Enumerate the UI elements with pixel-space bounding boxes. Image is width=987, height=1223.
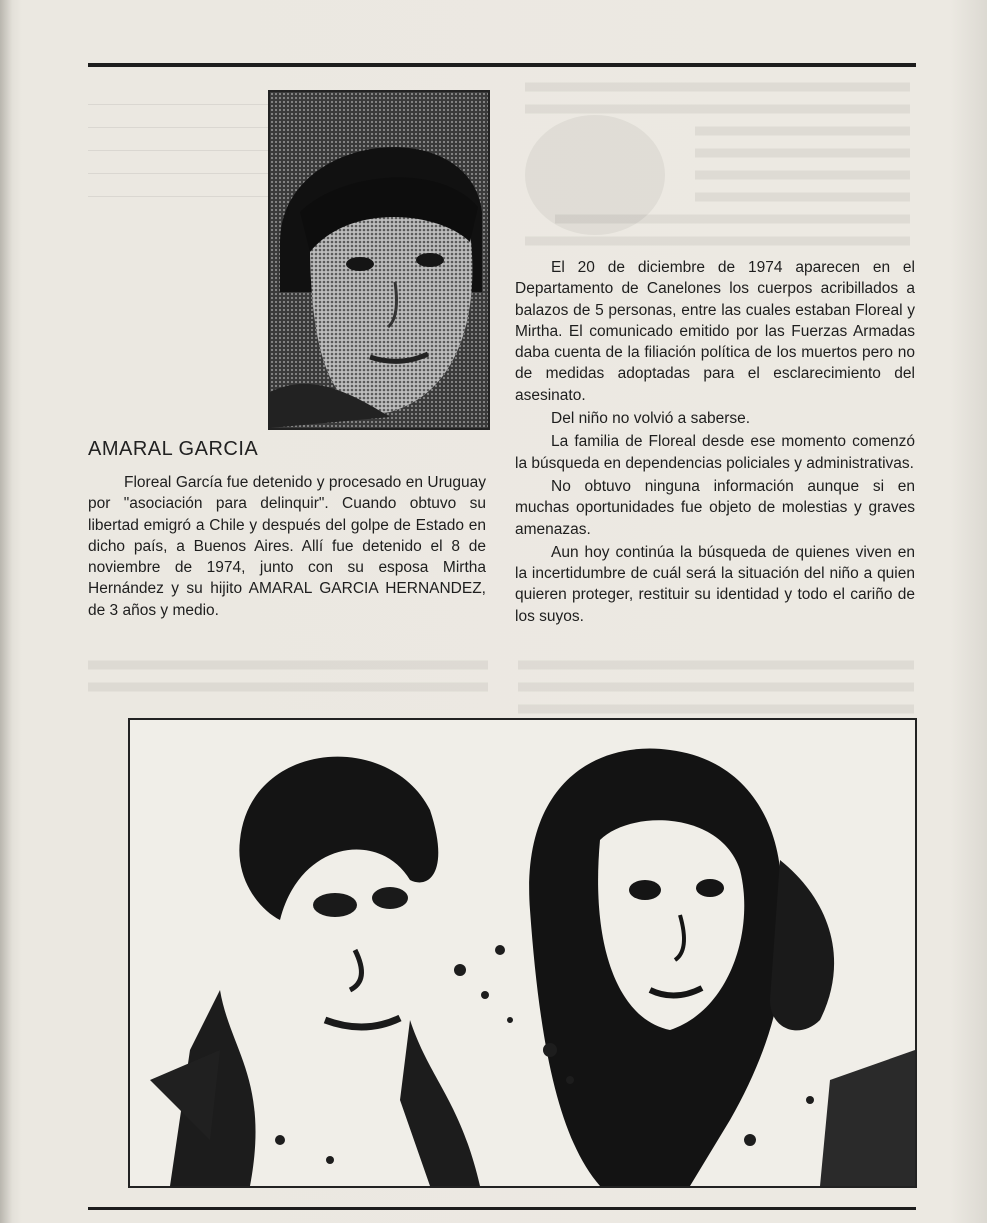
- bleed-through-lines: [515, 75, 915, 250]
- child-portrait-image: [270, 92, 488, 428]
- paragraph: Del niño no volvió a saberse.: [551, 410, 751, 428]
- top-rule: [88, 63, 916, 67]
- bleed-through-right: [515, 75, 915, 250]
- article-title: AMARAL GARCIA: [88, 438, 259, 460]
- two-children-photo: [128, 718, 917, 1188]
- paragraph: No obtuvo ninguna información aunque si en muchas oportunidades fue objeto de molestias y graves amenazas.: [515, 477, 915, 538]
- paragraph: La familia de Floreal desde ese momento comenzó la búsqueda en dependencias policiales y administrativas.: [515, 433, 915, 472]
- bleed-through-lines-2: [88, 655, 916, 715]
- paragraph: Floreal García fue detenido y procesado en Uruguay por "asociación para delinquir". Cuando obtuvo su libertad emigró a Chile y después del golpe de Estado en dicho país, a Buenos Aires. Allí fue detenido el 8 de noviembre de 1974, junto con su esposa Mirtha Hernández y su hijito AMARAL GARCIA HERNANDEZ, de 3 años y medio.: [88, 474, 486, 619]
- child-portrait-photo: [268, 90, 490, 430]
- two-children-image: [130, 720, 915, 1186]
- bottom-rule: [88, 1207, 916, 1210]
- bleed-through-middle: [88, 655, 916, 715]
- paragraph: El 20 de diciembre de 1974 aparecen en el Departamento de Canelones los cuerpos acribillados a balazos de 5 personas, entre las cuales estaban Floreal y Mirtha. El comunicado emitido por las Fuerzas Armadas daba cuenta de la filiación política de los muertos pero no de medidas adoptadas para el esclarecimiento del asesinato.: [515, 259, 915, 404]
- left-column: [88, 472, 486, 629]
- page-binding-edge: [0, 0, 12, 1223]
- bleed-through-left: [88, 90, 268, 230]
- paragraph: Aun hoy continúa la búsqueda de quienes viven en la incertidumbre de cuál será la situación del niño a quien quieren proteger, restituir su identidad y todo el cariño de los suyos.: [515, 543, 915, 625]
- right-column: [515, 257, 915, 629]
